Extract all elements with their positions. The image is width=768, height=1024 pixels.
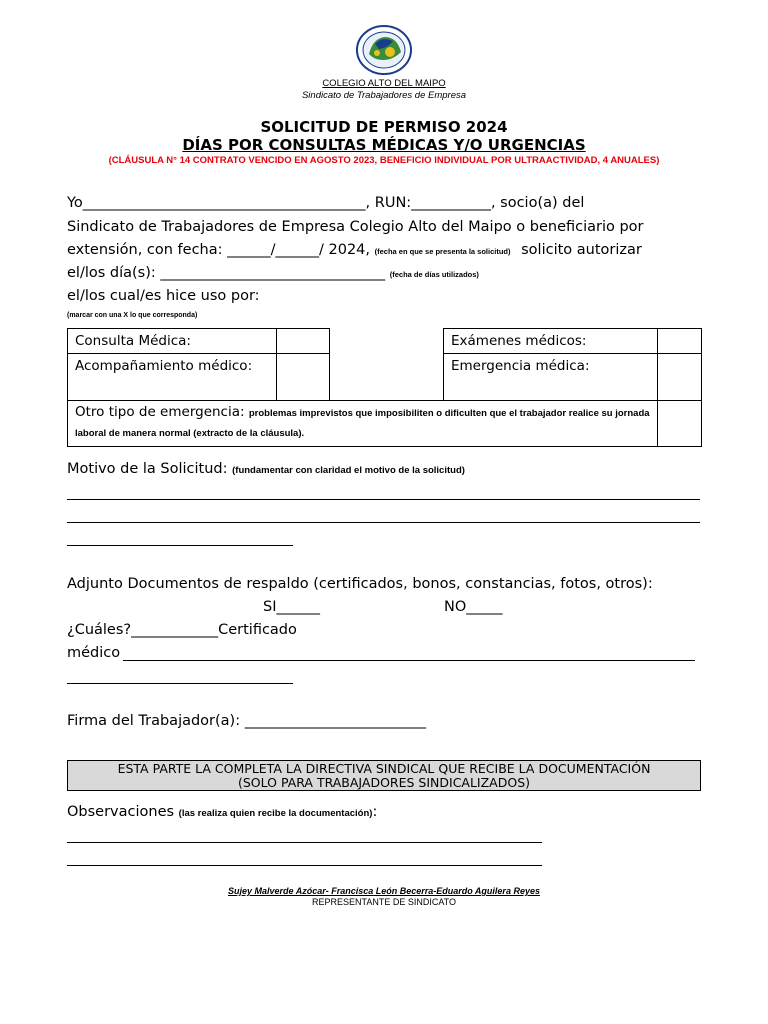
option-consulta: Consulta Médica: [68,329,277,354]
option-emergencia: Emergencia médica: [444,354,658,401]
date-note: (fecha en que se presenta la solicitud) [374,247,511,256]
checkbox-consulta[interactable] [277,329,330,354]
motivo-label: Motivo de la Solicitud: [67,461,228,477]
representative-role: REPRESENTANTE DE SINDICATO [311,897,457,907]
firma-trabajador[interactable]: Firma del Trabajador(a): _________________________ [67,713,426,729]
days-label: el/los día(s): _______________________________ [67,265,386,281]
checkbox-emergencia[interactable] [658,354,702,401]
option-otro-label: Otro tipo de emergencia: [75,404,245,420]
options-table [67,328,702,447]
adjunto-line-2[interactable] [67,683,293,684]
option-otro-note: problemas imprevistos que imposibiliten o dificulten que el trabajador realice su jornada laboral de manera normal (extracto de la cláusula). [75,408,650,439]
directiva-box [67,760,701,791]
request-text: solicito autorizar [521,242,642,258]
adjunto-medico: médico [67,645,121,661]
directiva-line-1: ESTA PARTE LA COMPLETA LA DIRECTIVA SINDICAL QUE RECIBE LA DOCUMENTACIÓN [117,761,651,776]
option-examenes: Exámenes médicos: [444,329,658,354]
motivo-line-1[interactable] [67,499,700,500]
table-gap [330,354,444,401]
union-name: Sindicato de Trabajadores de Empresa [301,90,467,101]
representative-names: Sujey Malverde Azócar- Francisca León Becerra-Eduardo Aguilera Reyes [228,886,540,896]
line-name-run[interactable] [67,195,701,211]
adjunto-label: Adjunto Documentos de respaldo (certificados, bonos, constancias, fotos, otros): [67,576,653,592]
motivo-line-3[interactable] [67,545,293,546]
form-title: SOLICITUD DE PERMISO 2024 [260,118,508,136]
line-days[interactable] [67,265,479,281]
observaciones-label: Observaciones [67,804,175,820]
motivo-line-2[interactable] [67,522,700,523]
motivo-heading [67,461,465,477]
checkbox-otro[interactable] [658,401,702,447]
mark-note: (marcar con una X lo que corresponda) [67,312,198,319]
motivo-note: (fundamentar con claridad el motivo de la solicitud) [232,465,465,476]
adjunto-no[interactable]: NO_____ [444,599,503,615]
observaciones-line-2[interactable] [67,865,542,866]
directiva-line-2: (SOLO PARA TRABAJADORES SINDICALIZADOS) [237,775,531,790]
checkbox-examenes[interactable] [658,329,702,354]
observaciones-note: (las realiza quien recibe la documentación) [178,808,373,819]
observaciones-heading [67,804,377,820]
table-gap [330,329,444,354]
option-acompanamiento: Acompañamiento médico: [68,354,277,401]
adjunto-cuales[interactable]: ¿Cuáles?____________Certificado [67,622,297,638]
line-date[interactable] [67,242,642,258]
line-union: Sindicato de Trabajadores de Empresa Colegio Alto del Maipo o beneficiario por [67,219,644,235]
adjunto-line-1[interactable] [123,660,695,661]
clause-note: (CLÁUSULA N° 14 CONTRATO VENCIDO EN AGOSTO 2023, BENEFICIO INDIVIDUAL POR ULTRAACTIVIDAD, 4 ANUALES) [108,155,660,166]
union-logo [355,24,413,76]
option-otro [68,401,658,447]
line-used-for: el/los cual/es hice uso por: [67,288,260,304]
school-name: COLEGIO ALTO DEL MAIPO [322,78,446,89]
days-note: (fecha de días utilizados) [389,270,479,279]
line-name-run-text: Yo_______________________________________, RUN:___________, socio(a) del [67,195,585,211]
form-subtitle: DÍAS POR CONSULTAS MÉDICAS Y/O URGENCIAS [182,136,586,154]
observaciones-colon: : [372,804,378,820]
date-label: extensión, con fecha: ______/______/ 2024, [67,242,371,258]
observaciones-line-1[interactable] [67,842,542,843]
adjunto-si[interactable]: SI______ [263,599,320,615]
checkbox-acompanamiento[interactable] [277,354,330,401]
